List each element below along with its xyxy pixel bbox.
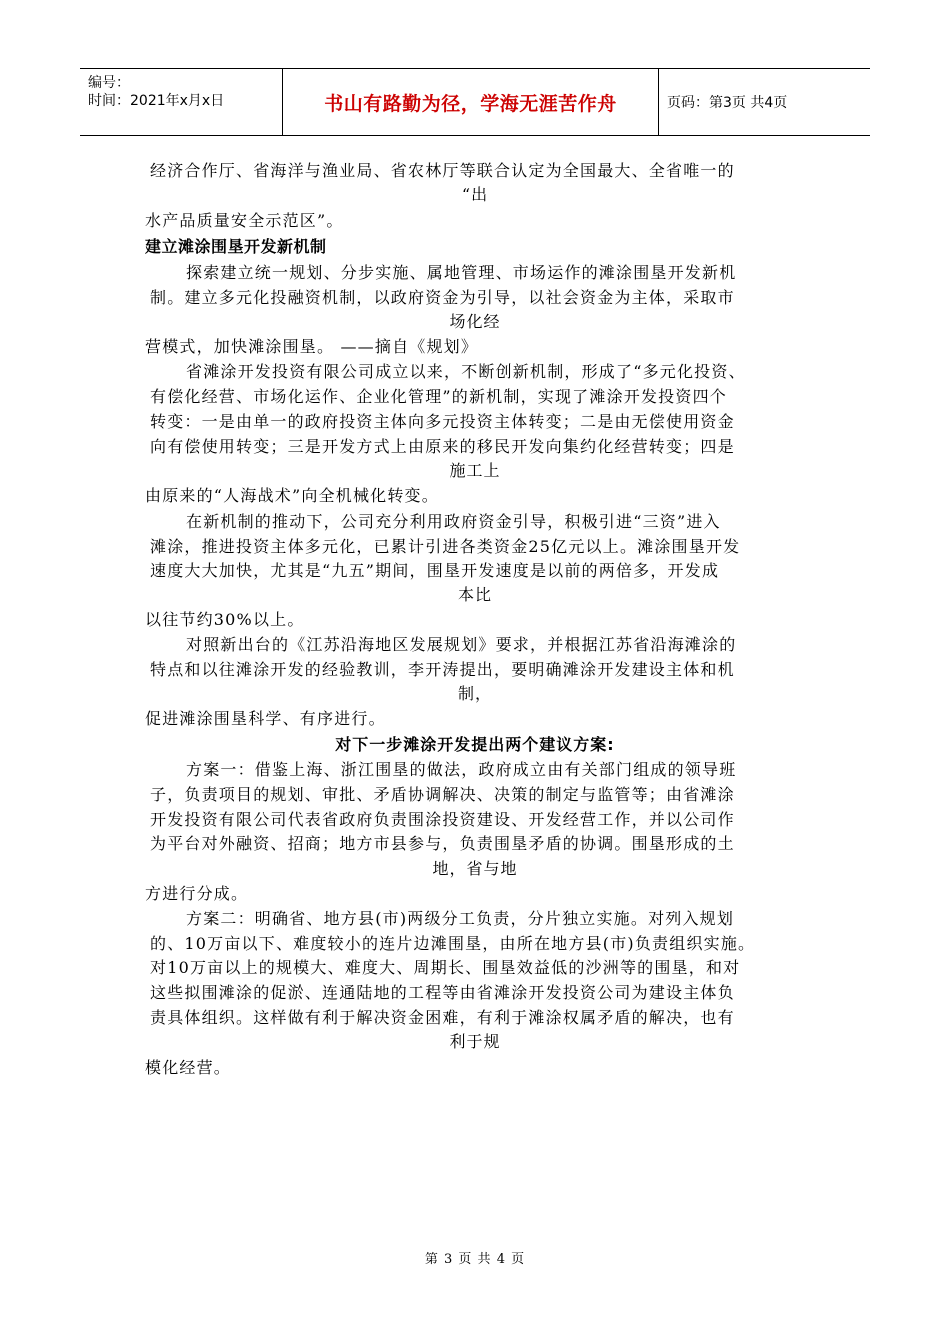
body-line: 本比	[457, 585, 492, 604]
body-line: 模化经营。	[145, 1058, 232, 1077]
body-line: 开发投资有限公司代表省政府负责围涂投资建设、开发经营工作，并以公司作	[150, 810, 735, 829]
page-number-label: 页码：第3页 共4页	[667, 95, 788, 111]
body-line: 责具体组织。这样做有利于解决资金困难，有利于滩涂权属矛盾的解决，也有	[150, 1008, 735, 1027]
body-line: 以往节约30%以上。	[145, 610, 305, 629]
document-code-label: 编号：	[88, 75, 130, 91]
body-line: 地，省与地	[432, 859, 518, 878]
body-line: 对10万亩以上的规模大、难度大、周期长、围垦效益低的沙洲等的围垦，和对	[150, 958, 741, 977]
body-line: 水产品质量安全示范区”。	[145, 211, 344, 230]
section-heading: 对下一步滩涂开发提出两个建议方案:	[335, 735, 615, 754]
section-heading: 建立滩涂围垦开发新机制	[145, 237, 327, 256]
body-line: 促进滩涂围垦科学、有序进行。	[145, 709, 386, 728]
body-line: “出	[461, 185, 489, 204]
body-line: 的、10万亩以下、难度较小的连片边滩围垦，由所在地方县(市)负责组织实施。	[150, 934, 756, 953]
body-line: 制。建立多元化投融资机制，以政府资金为引导，以社会资金为主体，采取市	[150, 288, 735, 307]
body-line: 子，负责项目的规划、审批、矛盾协调解决、决策的制定与监管等；由省滩涂	[150, 785, 735, 804]
body-line: 为平台对外融资、招商；地方市县参与，负责围垦矛盾的协调。围垦形成的土	[150, 834, 735, 853]
body-line: 施工上	[449, 461, 501, 480]
body-line: 速度大大加快，尤其是“九五”期间，围垦开发速度是以前的两倍多，开发成	[150, 561, 720, 580]
body-line: 在新机制的推动下，公司充分利用政府资金引导，积极引进“三资”进入	[186, 512, 721, 531]
body-line: 利于规	[449, 1032, 501, 1051]
body-line: 对照新出台的《江苏沿海地区发展规划》要求，并根据江苏省沿海滩涂的	[186, 635, 737, 654]
body-line: 有偿化经营、市场化运作、企业化管理”的新机制，实现了滩涂开发投资四个	[150, 387, 727, 406]
body-line: 方案一：借鉴上海、浙江围垦的做法，政府成立由有关部门组成的领导班	[186, 760, 737, 779]
body-line: 滩涂，推进投资主体多元化，已累计引进各类资金25亿元以上。滩涂围垦开发	[150, 537, 741, 556]
body-line: 转变：一是由单一的政府投资主体向多元投资主体转变；二是由无偿使用资金	[150, 412, 735, 431]
body-line: 营模式，加快滩涂围垦。 ——摘自《规划》	[145, 337, 479, 356]
body-line: 向有偿使用转变；三是开发方式上由原来的移民开发向集约化经营转变；四是	[150, 437, 735, 456]
body-line: 特点和以往滩涂开发的经验教训，李开涛提出，要明确滩涂开发建设主体和机	[150, 660, 735, 679]
body-line: 这些拟围滩涂的促淤、连通陆地的工程等由省滩涂开发投资公司为建设主体负	[150, 983, 735, 1002]
body-line: 方案二：明确省、地方县(市)两级分工负责，分片独立实施。对列入规划	[186, 909, 735, 928]
body-line: 探索建立统一规划、分步实施、属地管理、市场运作的滩涂围垦开发新机	[186, 263, 737, 282]
motto-text: 书山有路勤为径，学海无涯苦作舟	[324, 92, 617, 115]
body-line: 制，	[457, 684, 492, 703]
document-time-label: 时间：2021年x月x日	[88, 93, 225, 109]
page-footer: 第 3 页 共 4 页	[424, 1252, 526, 1267]
body-line: 方进行分成。	[145, 884, 249, 903]
body-line: 由原来的“人海战术”向全机械化转变。	[145, 486, 439, 505]
body-line: 省滩涂开发投资有限公司成立以来，不断创新机制，形成了“多元化投资、	[186, 362, 746, 381]
body-line: 场化经	[449, 312, 501, 331]
body-line: 经济合作厅、省海洋与渔业局、省农林厅等联合认定为全国最大、全省唯一的	[150, 161, 735, 180]
